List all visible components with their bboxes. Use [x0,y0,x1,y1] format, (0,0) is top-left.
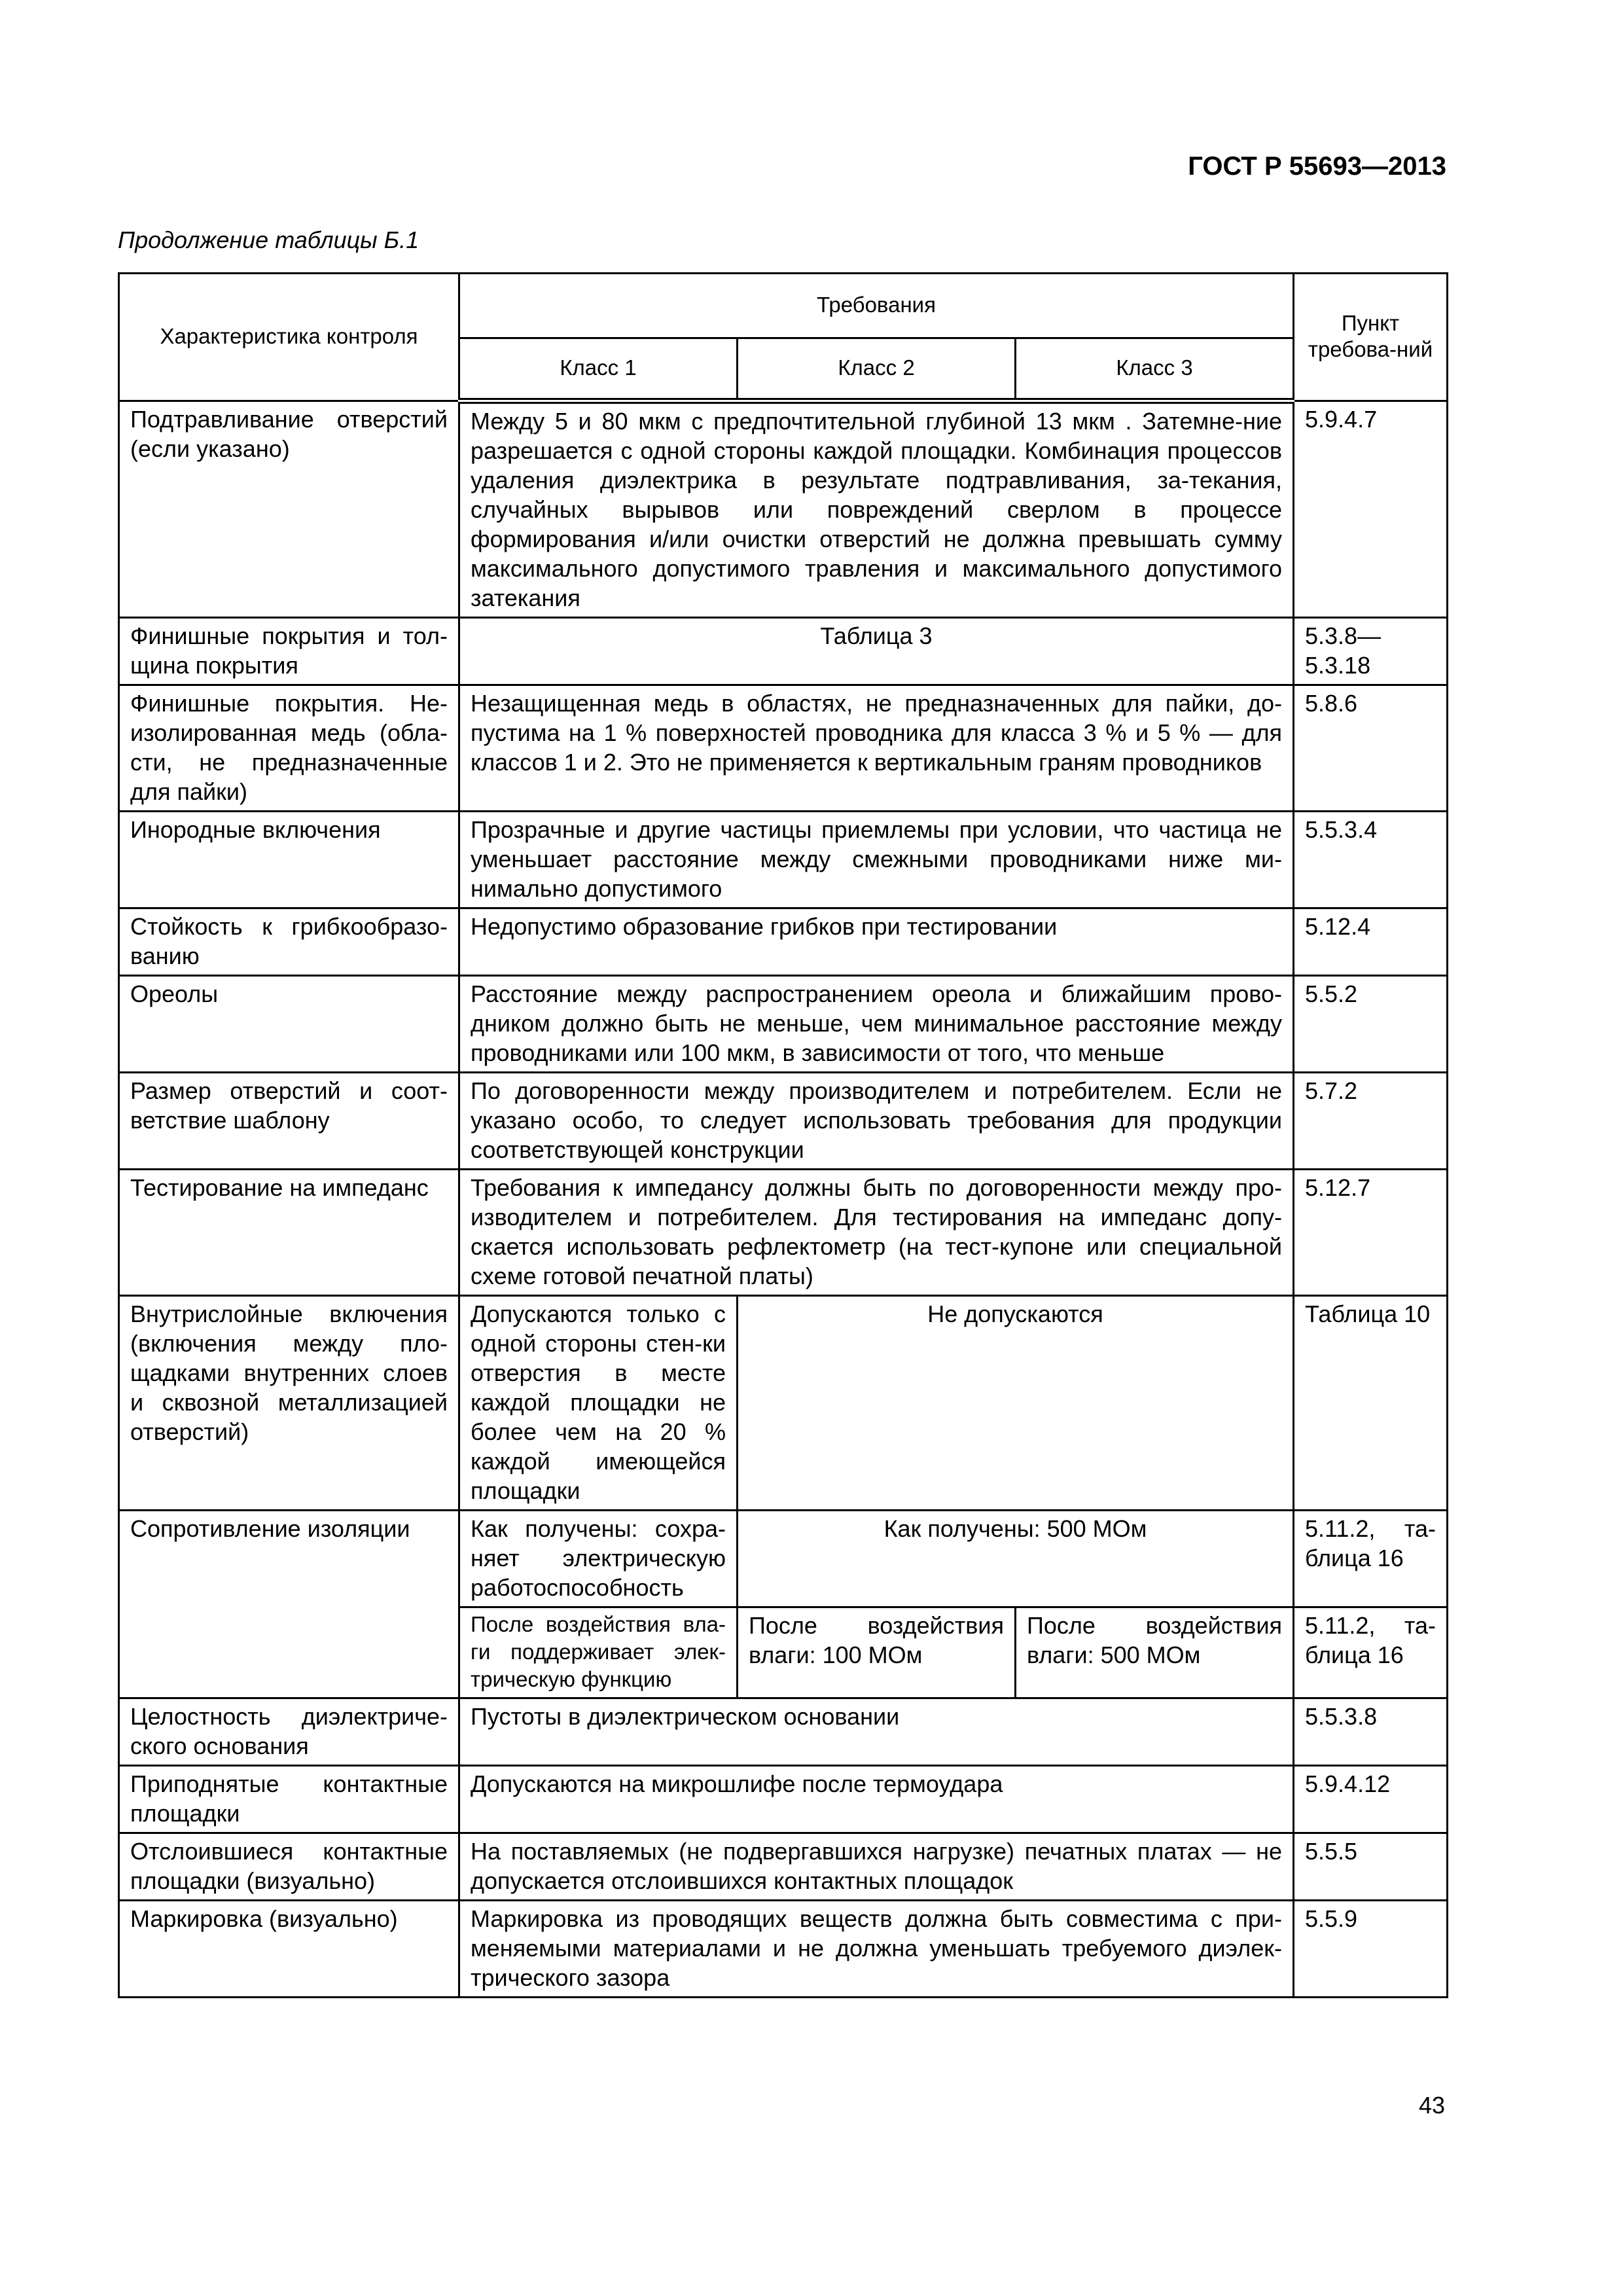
requirement-cell: Недопустимо образование грибков при тестировании [459,908,1294,976]
requirement-class-2-3-cell: Не допускаются [738,1296,1294,1511]
requirement-cell: На поставляемых (не подвергавшихся нагрузке) печатных платах — не допускается отслоившихся контактных площадок [459,1833,1294,1901]
characteristic-cell: Ореолы [119,976,459,1073]
characteristic-cell: Отслоившиеся контактные площадки (визуально) [119,1833,459,1901]
requirement-cell: Прозрачные и другие частицы приемлемы при условии, что частица не уменьшает расстояние между смежными проводниками ниже ми-нимально допустимого [459,812,1294,908]
header-class-2: Класс 2 [738,338,1016,401]
clause-cell: 5.9.4.12 [1294,1766,1448,1833]
clause-cell: 5.7.2 [1294,1073,1448,1170]
requirements-table [118,272,1448,1998]
document-standard-header: ГОСТ Р 55693—2013 [1188,152,1446,181]
clause-cell: 5.12.4 [1294,908,1448,976]
clause-cell: 5.5.2 [1294,976,1448,1073]
characteristic-cell: Целостность диэлектриче-ского основания [119,1698,459,1766]
characteristic-cell: Сопротивление изоляции [119,1511,459,1698]
clause-cell: 5.9.4.7 [1294,401,1448,618]
requirement-cell: Маркировка из проводящих веществ должна быть совместима с при-меняемыми материалами и не должна уменьшать требуемого диэлек-трического зазора [459,1901,1294,1998]
clause-cell: 5.5.3.4 [1294,812,1448,908]
table-row [119,812,1448,908]
clause-cell: Таблица 10 [1294,1296,1448,1511]
requirement-class-1-cell: После воздействия вла-ги поддерживает элек-трическую функцию [459,1607,738,1698]
characteristic-cell: Финишные покрытия. Не-изолированная медь (обла-сти, не предназначенные для пайки) [119,685,459,812]
clause-cell: 5.12.7 [1294,1170,1448,1296]
table-row [119,1698,1448,1766]
requirement-cell: Между 5 и 80 мкм с предпочтительной глубиной 13 мкм . Затемне-ние разрешается с одной стороны каждой площадки. Комбинация процессов удаления диэлектрика в результате подтравливания, за-текания, случайных вырывов или повреждений сверлом в процессе формирования и/или очистки отверстий не должна превышать сумму максимального допустимого травления и максимального допустимого затекания [459,401,1294,618]
characteristic-cell: Маркировка (визуально) [119,1901,459,1998]
table-row [119,1170,1448,1296]
characteristic-cell: Внутрислойные включения (включения между пло-щадками внутренних слоев и сквозной металлизацией отверстий) [119,1296,459,1511]
page-number: 43 [1418,2092,1445,2119]
requirement-cell: Расстояние между распространением ореола и ближайшим прово-дником должно быть не меньше, чем минимальное расстояние между проводниками или 100 мкм, в зависимости от того, что меньше [459,976,1294,1073]
requirement-class-2-cell: После воздействия влаги: 100 МОм [738,1607,1016,1698]
requirement-cell: По договоренности между производителем и потребителем. Если не указано особо, то следует использовать требования для продукции соответствующей конструкции [459,1073,1294,1170]
table-row [119,1511,1448,1607]
requirement-class-3-cell: После воздействия влаги: 500 МОм [1016,1607,1294,1698]
table-row [119,908,1448,976]
clause-cell: 5.5.3.8 [1294,1698,1448,1766]
characteristic-cell: Финишные покрытия и тол-щина покрытия [119,618,459,685]
characteristic-cell: Тестирование на импеданс [119,1170,459,1296]
header-characteristic: Характеристика контроля [119,274,459,401]
clause-cell: 5.11.2, та-блица 16 [1294,1511,1448,1607]
requirement-class-2-3-cell: Как получены: 500 МОм [738,1511,1294,1607]
characteristic-cell: Размер отверстий и соот-ветствие шаблону [119,1073,459,1170]
clause-cell: 5.3.8— 5.3.18 [1294,618,1448,685]
clause-cell: 5.8.6 [1294,685,1448,812]
clause-cell: 5.5.5 [1294,1833,1448,1901]
table-row [119,1073,1448,1170]
requirement-cell: Пустоты в диэлектрическом основании [459,1698,1294,1766]
table-row [119,1833,1448,1901]
table-row [119,618,1448,685]
header-clause: Пункт требова-ний [1294,274,1448,401]
clause-cell: 5.5.9 [1294,1901,1448,1998]
header-requirements: Требования [459,274,1294,338]
table-row [119,401,1448,618]
clause-cell: 5.11.2, та-блица 16 [1294,1607,1448,1698]
header-class-3: Класс 3 [1016,338,1294,401]
characteristic-cell: Подтравливание отверстий (если указано) [119,401,459,618]
requirement-class-1-cell: Допускаются только с одной стороны стен-ки отверстия в месте каждой площадки не более чем на 20 % каждой имеющейся площадки [459,1296,738,1511]
requirement-class-1-cell: Как получены: сохра-няет электрическую работоспособность [459,1511,738,1607]
requirement-cell: Таблица 3 [459,618,1294,685]
table-row [119,1901,1448,1998]
characteristic-cell: Инородные включения [119,812,459,908]
table-header-row [119,274,1448,338]
requirement-cell: Требования к импедансу должны быть по договоренности между про-изводителем и потребителем. Для тестирования на импеданс допу-скается использовать рефлектометр (на тест-купоне или специальной схеме готовой печатной платы) [459,1170,1294,1296]
table-row [119,685,1448,812]
characteristic-cell: Приподнятые контактные площадки [119,1766,459,1833]
table-row [119,1296,1448,1511]
characteristic-cell: Стойкость к грибкообразо-ванию [119,908,459,976]
table-caption: Продолжение таблицы Б.1 [118,226,419,253]
table-row [119,1766,1448,1833]
header-class-1: Класс 1 [459,338,738,401]
table-row [119,976,1448,1073]
requirement-cell: Незащищенная медь в областях, не предназначенных для пайки, до-пустима на 1 % поверхностей проводника для класса 3 % и 5 % — для классов 1 и 2. Это не применяется к вертикальным граням проводников [459,685,1294,812]
requirement-cell: Допускаются на микрошлифе после термоудара [459,1766,1294,1833]
